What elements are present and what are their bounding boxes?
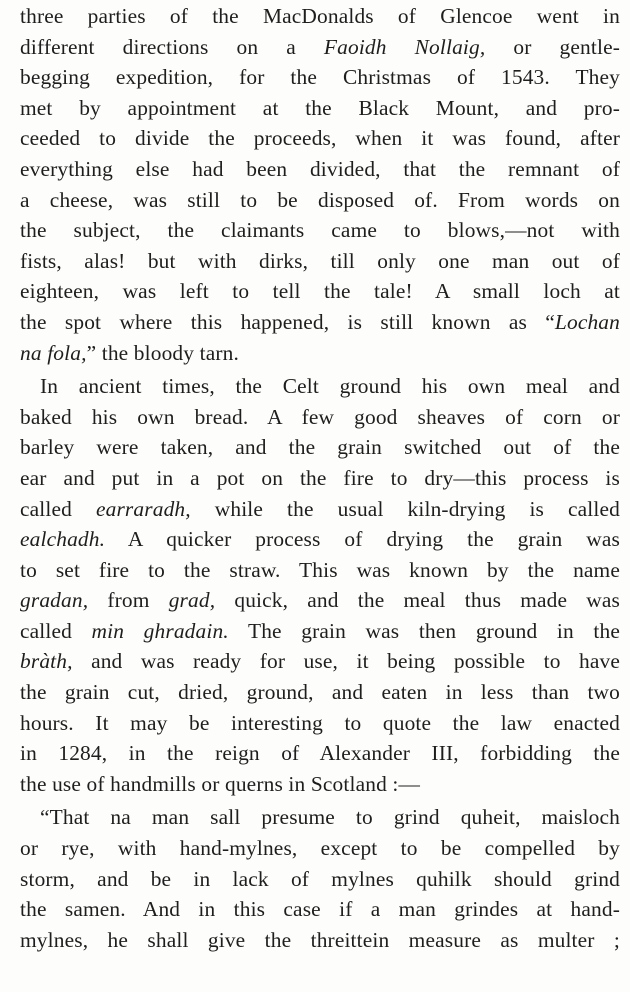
paragraph [20,802,620,955]
text-line [20,154,620,185]
text-run: ear and put in a pot on the fire to dry—this process is [20,465,620,490]
text-line [20,402,620,433]
text-run: called [20,618,92,643]
text-run: in 1284, in the reign of Alexander III, forbidding the [20,741,620,766]
text-line [20,585,620,616]
text-run: from [88,588,169,613]
text-line [20,1,620,32]
text-run: the use of handmills or querns in Scotland :— [20,771,421,796]
text-line [20,338,620,369]
text-line [20,32,620,63]
text-run: baked his own bread. A few good sheaves of corn or [20,404,620,429]
text-line [20,494,620,525]
text-run: barley were taken, and the grain switched out of the [20,435,620,460]
text-run: mylnes, he shall give the threittein measure as multer ; [20,927,620,952]
text-line [20,246,620,277]
text-run: fists, alas! but with dirks, till only one man out of [20,248,620,273]
text-line [20,738,620,769]
italic-run: gradan, [20,588,89,613]
text-line [20,864,620,895]
text-line [20,894,620,925]
text-run: the spot where this happened, is still known as “ [20,309,555,334]
text-line [20,833,620,864]
text-line [20,925,620,956]
text-run: “That na man sall presume to grind quheit, maisloch [40,805,620,830]
text-run: the grain cut, dried, ground, and eaten in less than two [20,680,620,705]
text-line [20,371,620,402]
text-run: In ancient times, the Celt ground his own meal and [40,374,620,399]
italic-run: Faoidh Nollaig, [323,34,486,59]
italic-run: Lochan [554,309,620,334]
text-run: the subject, the claimants came to blows,—not with [20,218,620,243]
text-line [20,185,620,216]
text-run: everything else had been divided, that the remnant of [20,156,620,181]
text-run: met by appointment at the Black Mount, and pro- [20,95,620,120]
body-text [20,1,620,955]
text-run: storm, and be in lack of mylnes quhilk should grind [20,866,620,891]
text-run: or gentle- [485,34,620,59]
text-line [20,276,620,307]
italic-run: na fola, [20,340,87,365]
text-run: three parties of the MacDonalds of Glencoe went in [20,4,620,28]
text-run: the samen. And in this case if a man grindes at hand- [20,897,620,922]
text-run: while the usual kiln-drying is called [190,496,620,521]
text-run: A quicker process of drying the grain was [105,527,620,552]
italic-run: bràth, [20,649,73,674]
text-line [20,769,620,800]
text-run: ” the bloody tarn. [86,340,239,365]
text-line [20,616,620,647]
text-line [20,524,620,555]
text-line [20,123,620,154]
text-run: a cheese, was still to be disposed of. From words on [20,187,620,212]
italic-run: min ghradain. [91,618,229,643]
text-run: ceeded to divide the proceeds, when it was found, after [20,126,620,151]
text-run: or rye, with hand-mylnes, except to be compelled by [20,836,620,861]
text-line [20,802,620,833]
text-line [20,463,620,494]
text-run: and was ready for use, it being possible to have [72,649,620,674]
italic-run: grad, [168,588,216,613]
text-run: eighteen, was left to tell the tale! A small loch at [20,279,620,304]
paragraph [20,1,620,368]
italic-run: ealchadh. [20,527,106,552]
text-line [20,677,620,708]
text-line [20,646,620,677]
paragraph [20,371,620,799]
text-line [20,708,620,739]
text-run: to set fire to the straw. This was known by the name [20,557,620,582]
text-line [20,307,620,338]
text-run: different directions on a [20,34,324,59]
text-run: quick, and the meal thus made was [215,588,620,613]
text-line [20,555,620,586]
text-run: The grain was then ground in the [228,618,620,643]
italic-run: earraradh, [95,496,191,521]
text-run: called [20,496,96,521]
text-line [20,432,620,463]
text-run: hours. It may be interesting to quote the law enacted [20,710,620,735]
text-line [20,62,620,93]
text-line [20,93,620,124]
text-line [20,215,620,246]
text-run: begging expedition, for the Christmas of 1543. They [20,65,620,90]
